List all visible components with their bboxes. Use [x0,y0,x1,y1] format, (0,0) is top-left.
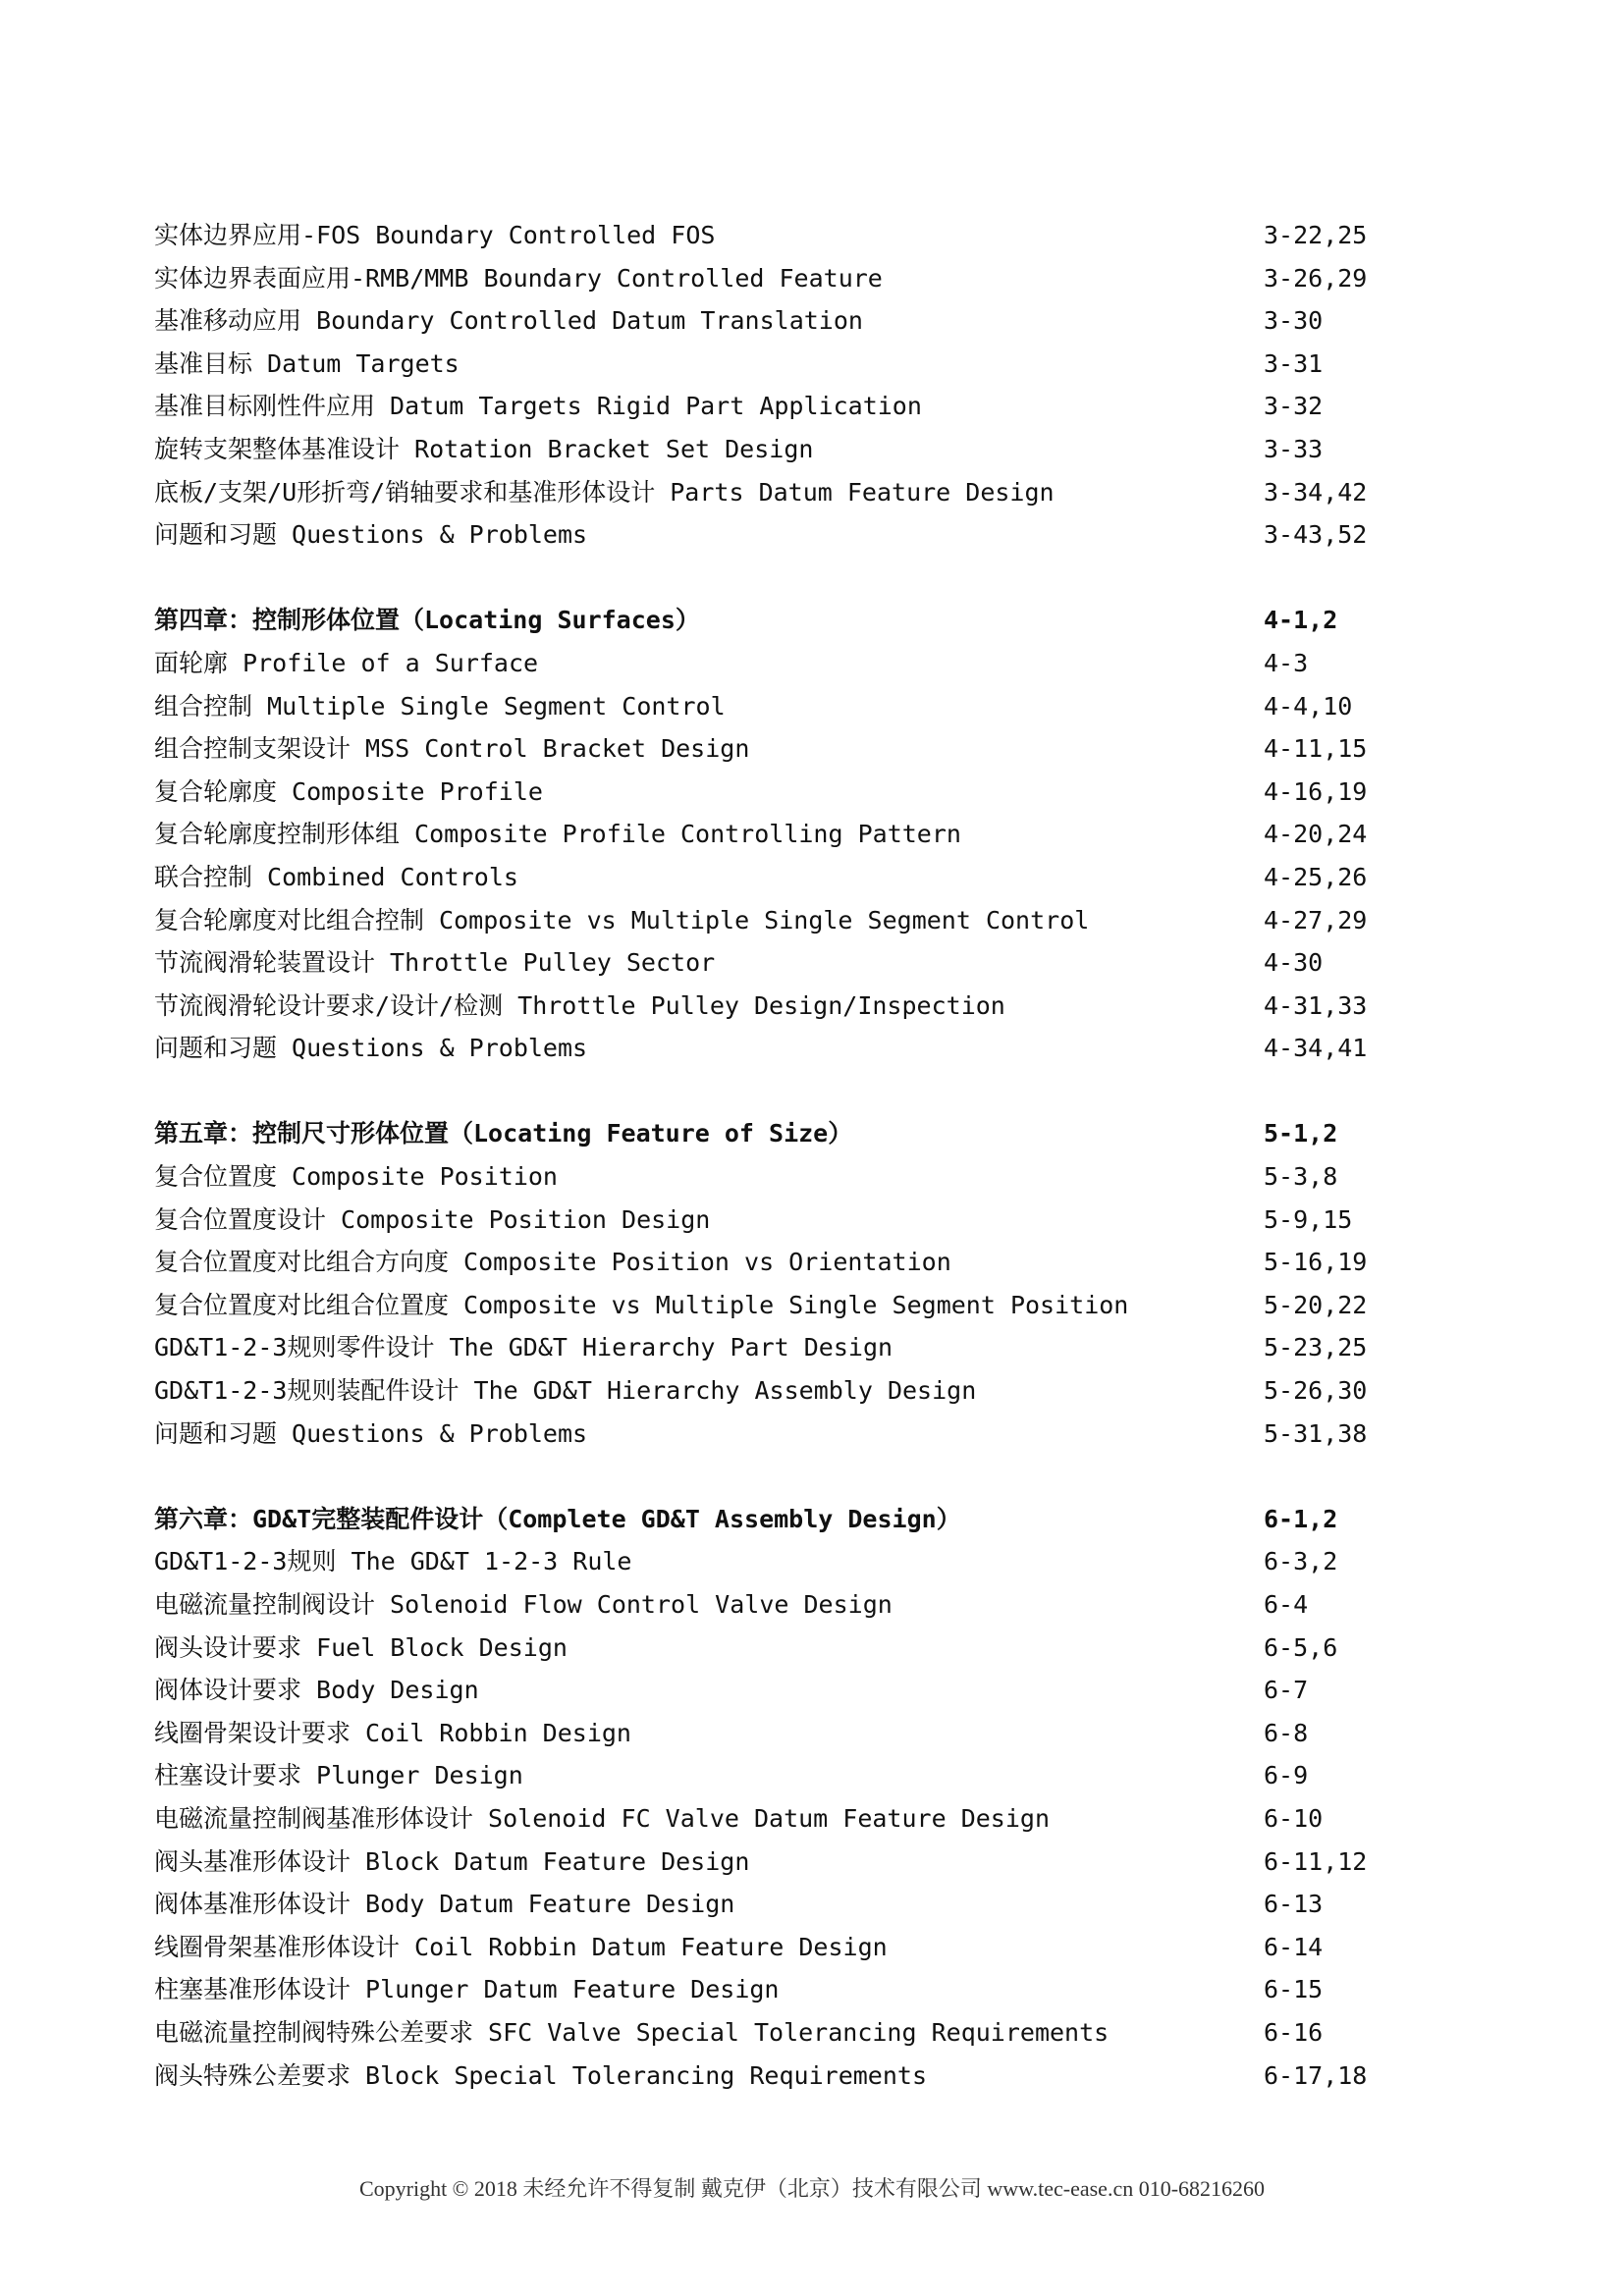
toc-entry [154,1241,1372,1284]
toc-entry [154,1883,1372,1926]
entry-title: 复合轮廓度对比组合控制 Composite vs Multiple Single Segment Control [154,905,1090,934]
toc-entry [154,1027,1372,1070]
entry-title: GD&T1-2-3规则 The GD&T 1-2-3 Rule [154,1547,632,1576]
entry-title: 复合位置度设计 Composite Position Design [154,1204,711,1234]
entry-title: 阀体设计要求 Body Design [154,1676,479,1705]
entry-title: 基准目标 Datum Targets [154,348,460,378]
entry-pages: 4-16,19 [1264,776,1368,806]
toc-entry [154,813,1372,856]
entry-pages: 5-20,22 [1264,1290,1368,1319]
toc-entry [154,856,1372,899]
entry-title: 线圈骨架设计要求 Coil Robbin Design [154,1718,631,1747]
toc-entry [154,899,1372,942]
entry-pages: 5-26,30 [1264,1376,1368,1406]
toc-entry [154,385,1372,428]
toc-entry [154,471,1372,514]
entry-title: 基准移动应用 Boundary Controlled Datum Translation [154,306,863,336]
entry-title: 底板/支架/U形折弯/销轴要求和基准形体设计 Parts Datum Feature Design [154,477,1055,507]
toc-entry [154,1669,1372,1712]
toc-entry [154,1841,1372,1884]
entry-title: 复合轮廓度 Composite Profile [154,776,543,806]
entry-pages: 3-33 [1264,434,1324,463]
entry-pages: 5-23,25 [1264,1333,1368,1362]
entry-pages: 5-9,15 [1264,1204,1353,1234]
entry-pages: 4-25,26 [1264,862,1368,891]
entry-pages: 3-31 [1264,348,1324,378]
entry-pages: 6-13 [1264,1890,1324,1919]
entry-pages: 3-26,29 [1264,263,1368,293]
entry-pages: 4-11,15 [1264,734,1368,764]
chapter-title: 第五章：控制尺寸形体位置（Locating Feature of Size） [154,1119,853,1148]
toc-entry [154,1627,1372,1670]
section-gap [154,557,1372,600]
toc-entry [154,1199,1372,1242]
entry-pages: 6-10 [1264,1803,1324,1833]
entry-title: 电磁流量控制阀设计 Solenoid Flow Control Valve Design [154,1590,893,1619]
entry-pages: 4-31,33 [1264,990,1368,1020]
entry-title: 电磁流量控制阀特殊公差要求 SFC Valve Special Tolerancing Requirements [154,2017,1110,2047]
section-gap [154,1455,1372,1498]
page-footer: Copyright © 2018 未经允许不得复制 戴克伊（北京）技术有限公司 www.tec-ease.cn 010-68216260 [358,2176,1266,2201]
toc-entry [154,1583,1372,1627]
entry-pages: 6-15 [1264,1975,1324,2004]
entry-pages: 5-31,38 [1264,1418,1368,1448]
entry-title: 阀头基准形体设计 Block Datum Feature Design [154,1846,750,1876]
entry-title: GD&T1-2-3规则装配件设计 The GD&T Hierarchy Assembly Design [154,1376,977,1406]
entry-title: 节流阀滑轮装置设计 Throttle Pulley Sector [154,948,716,978]
entry-pages: 4-4,10 [1264,691,1353,721]
entry-title: 组合控制支架设计 MSS Control Bracket Design [154,734,750,764]
entry-pages: 6-16 [1264,2017,1324,2047]
entry-title: 阀体基准形体设计 Body Datum Feature Design [154,1890,735,1919]
chapter-pages: 4-1,2 [1264,606,1338,635]
toc-entry [154,513,1372,557]
entry-title: 问题和习题 Questions & Problems [154,520,588,550]
entry-pages: 6-4 [1264,1590,1309,1619]
chapter-heading [154,1498,1372,1541]
entry-title: 组合控制 Multiple Single Segment Control [154,691,726,721]
toc-entry [154,1968,1372,2011]
chapter-title: 第四章：控制形体位置（Locating Surfaces） [154,606,700,635]
toc-entry [154,1712,1372,1755]
entry-title: 旋转支架整体基准设计 Rotation Bracket Set Design [154,434,814,463]
entry-pages: 6-3,2 [1264,1547,1338,1576]
entry-title: 柱塞设计要求 Plunger Design [154,1761,523,1790]
entry-title: 阀头设计要求 Fuel Block Design [154,1632,568,1662]
toc-entry [154,685,1372,728]
toc-entry [154,214,1372,257]
toc-entry [154,1413,1372,1456]
toc-entry [154,1326,1372,1369]
table-of-contents [154,214,1372,2097]
entry-title: 阀头特殊公差要求 Block Special Tolerancing Requirements [154,2060,928,2090]
entry-pages: 4-27,29 [1264,905,1368,934]
entry-title: 节流阀滑轮设计要求/设计/检测 Throttle Pulley Design/Inspection [154,990,1005,1020]
entry-title: 问题和习题 Questions & Problems [154,1418,588,1448]
entry-pages: 4-34,41 [1264,1034,1368,1063]
toc-entry [154,1797,1372,1841]
entry-title: 复合位置度对比组合方向度 Composite Position vs Orientation [154,1248,951,1277]
toc-entry [154,985,1372,1028]
chapter-title: 第六章：GD&T完整装配件设计（Complete GD&T Assembly Design） [154,1504,961,1533]
entry-pages: 6-8 [1264,1718,1309,1747]
entry-pages: 3-22,25 [1264,221,1368,249]
entry-pages: 4-3 [1264,648,1309,677]
entry-pages: 3-32 [1264,392,1324,421]
entry-title: 复合轮廓度控制形体组 Composite Profile Controlling Pattern [154,820,961,849]
entry-pages: 6-5,6 [1264,1632,1338,1662]
toc-entry [154,428,1372,471]
toc-entry [154,941,1372,985]
entry-title: GD&T1-2-3规则零件设计 The GD&T Hierarchy Part Design [154,1333,893,1362]
entry-title: 线圈骨架基准形体设计 Coil Robbin Datum Feature Design [154,1932,888,1961]
entry-pages: 4-30 [1264,948,1324,978]
entry-title: 复合位置度对比组合位置度 Composite vs Multiple Single Segment Position [154,1290,1129,1319]
chapter-heading [154,1112,1372,1155]
entry-pages: 3-43,52 [1264,520,1368,550]
entry-title: 联合控制 Combined Controls [154,862,518,891]
entry-pages: 4-20,24 [1264,820,1368,849]
toc-entry [154,2055,1372,2098]
toc-entry [154,1540,1372,1583]
toc-entry [154,2011,1372,2055]
toc-entry [154,771,1372,814]
section-gap [154,1070,1372,1113]
toc-entry [154,727,1372,771]
toc-entry [154,343,1372,386]
entry-title: 问题和习题 Questions & Problems [154,1034,588,1063]
toc-entry [154,642,1372,685]
entry-pages: 5-3,8 [1264,1162,1338,1192]
toc-entry [154,1284,1372,1327]
chapter-pages: 6-1,2 [1264,1504,1338,1533]
toc-entry [154,257,1372,300]
entry-pages: 3-34,42 [1264,477,1368,507]
toc-entry [154,1369,1372,1413]
entry-pages: 6-14 [1264,1932,1324,1961]
toc-entry [154,299,1372,343]
toc-entry [154,1754,1372,1797]
toc-entry [154,1926,1372,1969]
entry-title: 柱塞基准形体设计 Plunger Datum Feature Design [154,1975,780,2004]
toc-entry [154,1155,1372,1199]
chapter-pages: 5-1,2 [1264,1119,1338,1148]
entry-title: 复合位置度 Composite Position [154,1162,558,1192]
entry-pages: 5-16,19 [1264,1248,1368,1277]
entry-pages: 6-9 [1264,1761,1309,1790]
chapter-heading [154,599,1372,642]
entry-pages: 6-7 [1264,1676,1309,1705]
entry-pages: 6-17,18 [1264,2060,1368,2090]
entry-pages: 6-11,12 [1264,1846,1368,1876]
entry-title: 实体边界应用-FOS Boundary Controlled FOS [154,221,716,249]
entry-title: 基准目标刚性件应用 Datum Targets Rigid Part Application [154,392,922,421]
entry-pages: 3-30 [1264,306,1324,336]
entry-title: 面轮廓 Profile of a Surface [154,648,539,677]
entry-title: 实体边界表面应用-RMB/MMB Boundary Controlled Feature [154,263,883,293]
entry-title: 电磁流量控制阀基准形体设计 Solenoid FC Valve Datum Feature Design [154,1803,1051,1833]
